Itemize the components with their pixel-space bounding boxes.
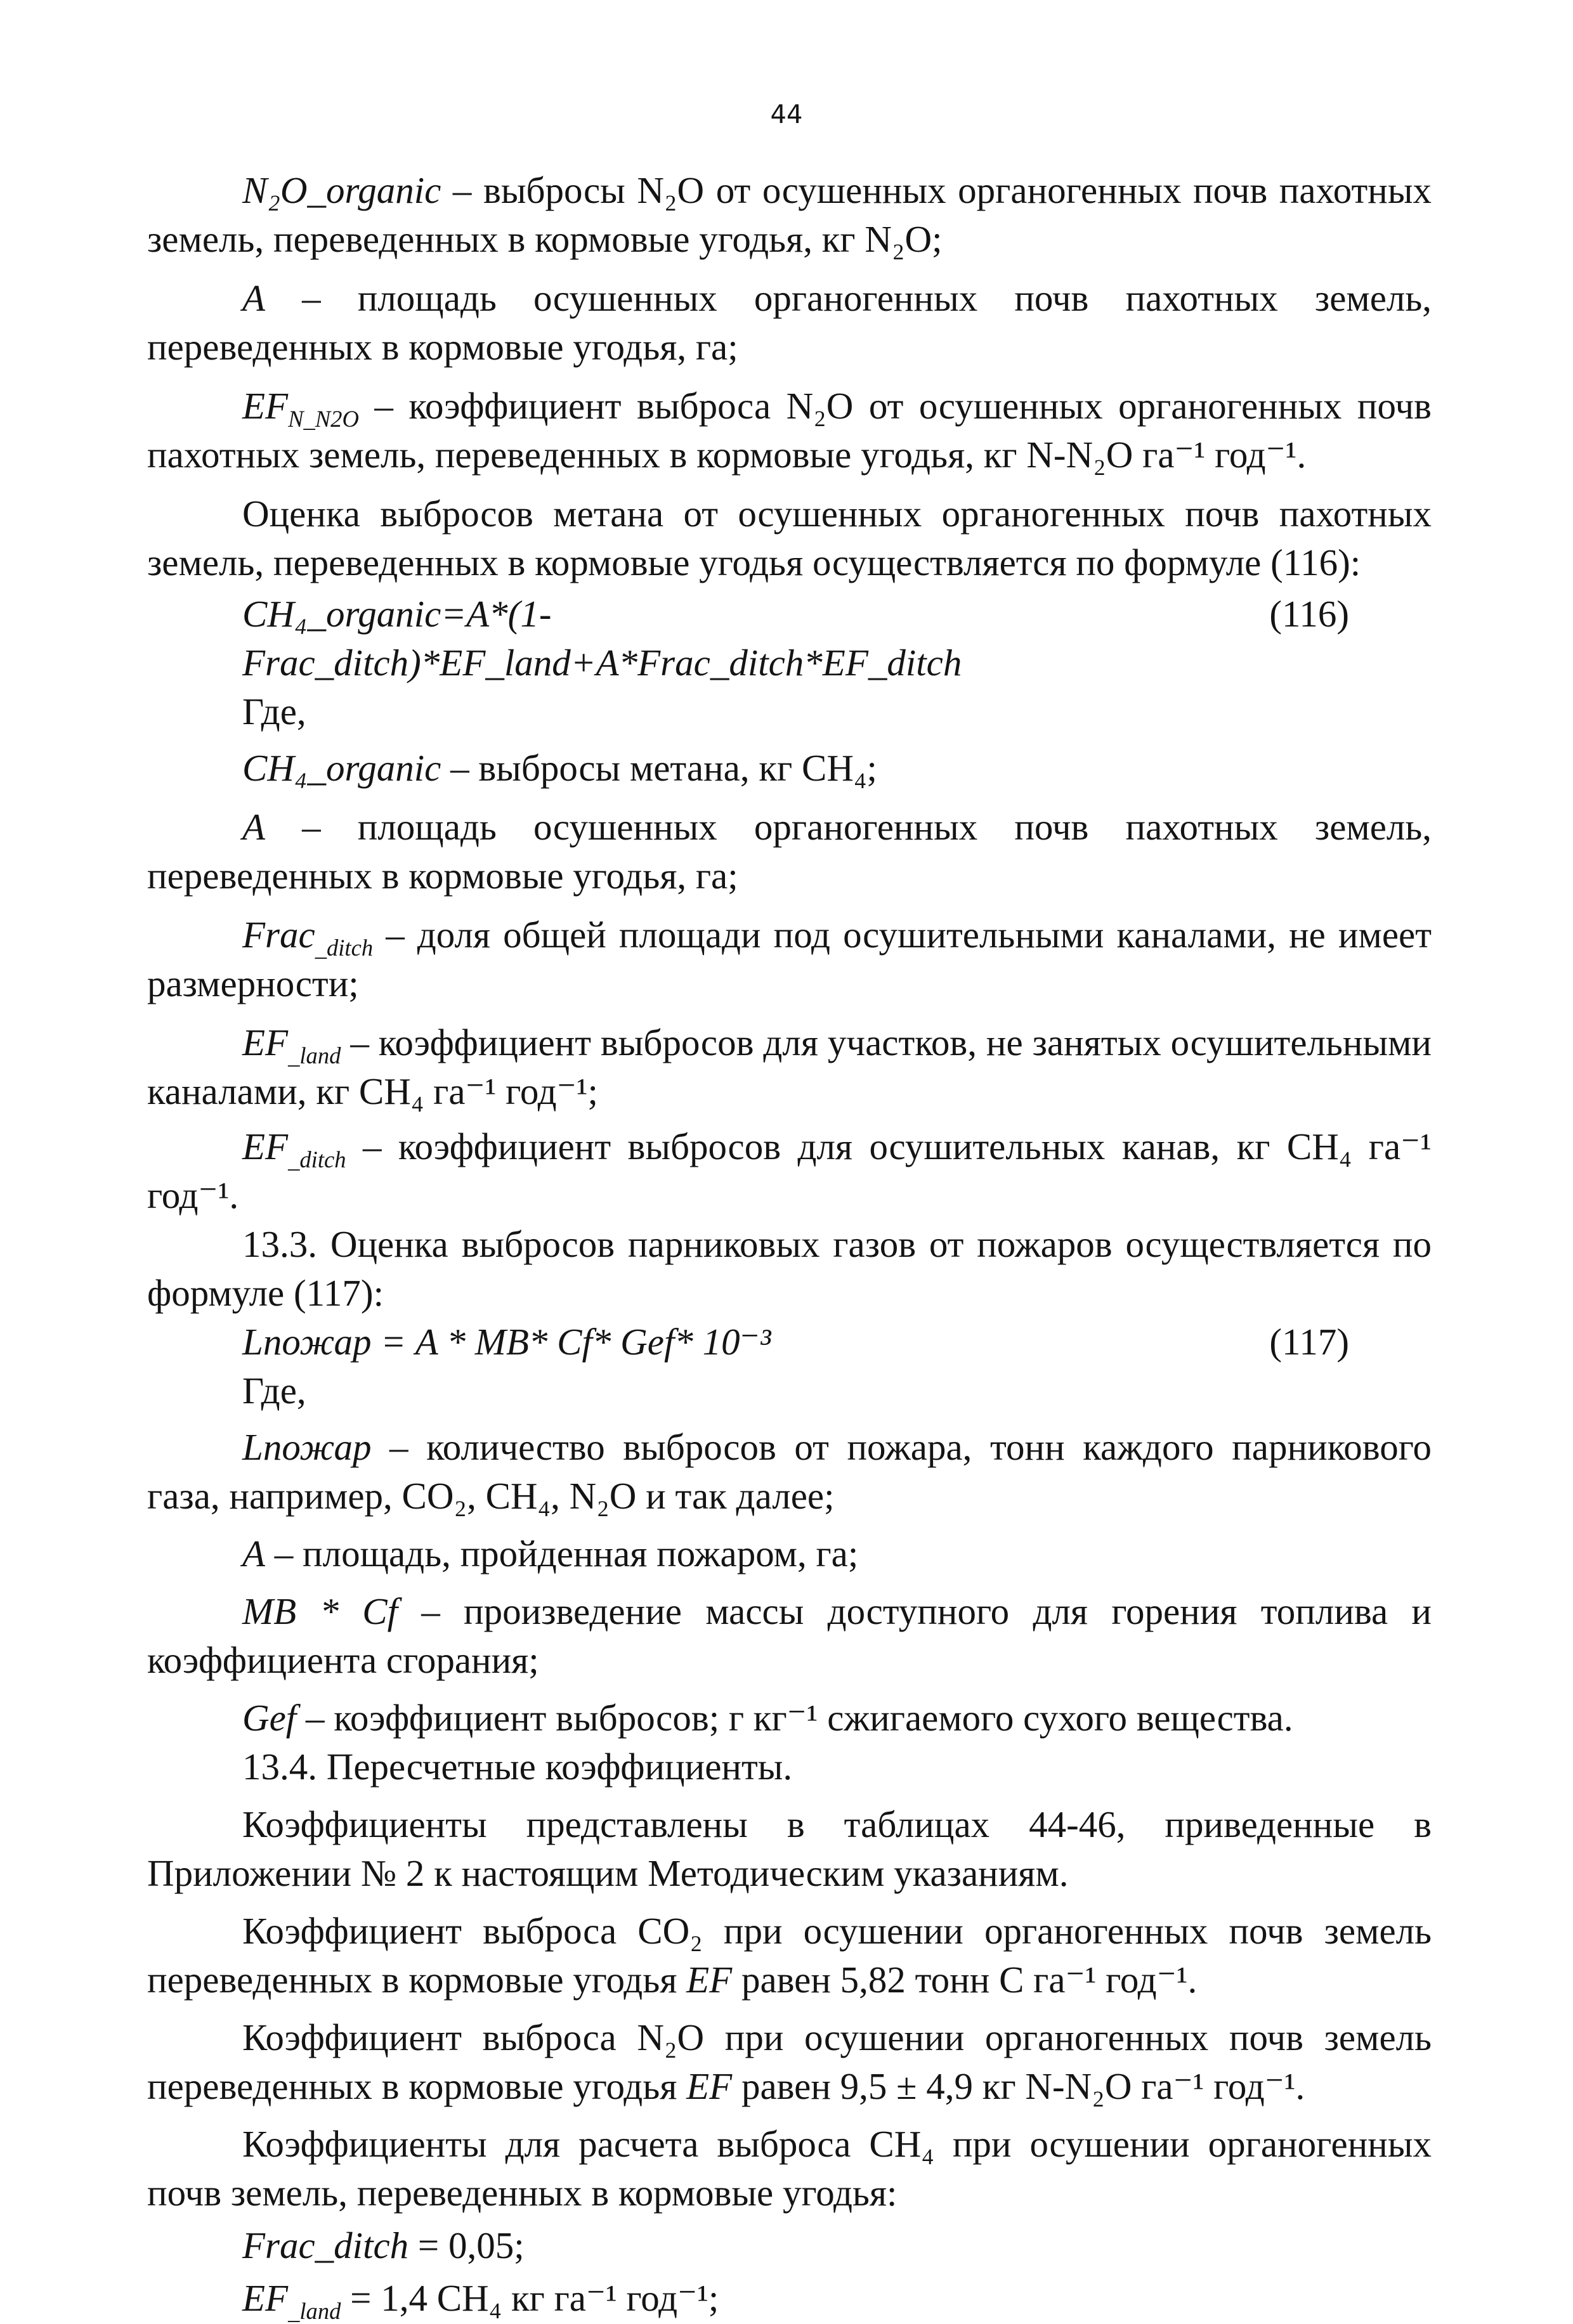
definition: – площадь осушенных органогенных почв пахотных земель, переведенных в кормовые угодья, га; [147, 806, 1432, 897]
definition-mb-cf [147, 1587, 1432, 1685]
term: Lпожар [242, 1426, 372, 1468]
definition: – произведение массы доступного для горения топлива и коэффициента сгорания; [147, 1590, 1432, 1681]
n2o-coefficient: Коэффициент выброса N₂O при осушении органогенных почв земель переведенных в кормовые угодья EF равен 9,5 ± 4,9 кг N-N₂O га⁻¹ год⁻¹. [147, 2016, 1432, 2107]
term: A [242, 806, 266, 848]
term: A [242, 277, 266, 319]
term: Frac_ditch [242, 2224, 409, 2266]
definition-ef-n2o [147, 382, 1432, 479]
definition-frac-ditch [147, 911, 1432, 1008]
value: = 1,4 CH₄ кг га⁻¹ год⁻¹; [350, 2277, 719, 2319]
definition-area-2 [147, 803, 1432, 900]
definition-ef-land [147, 1018, 1432, 1116]
co2-coefficient: Коэффициент выброса CO₂ при осушении органогенных почв земель переведенных в кормовые угодья EF равен 5,82 тонн C га⁻¹ год⁻¹. [147, 1910, 1432, 2001]
term: $EF_{\_land}$ [242, 2277, 341, 2324]
ef-land-value [147, 2274, 1432, 2323]
methane-intro: Оценка выбросов метана от осушенных органогенных почв пахотных земель, переведенных в кормовые угодья осуществляется по формуле (116): [147, 493, 1432, 583]
where-label-2: Где, [242, 1370, 306, 1412]
definition-ch4-organic [147, 744, 1432, 793]
formula-116 [147, 590, 1432, 687]
term: EF [686, 1959, 733, 2001]
definition: – коэффициент выбросов для участков, не занятых осушительными каналами, кг CH₄ га⁻¹ год⁻¹; [147, 1022, 1432, 1112]
definition: – коэффициент выбросов; г кг⁻¹ сжигаемого сухого вещества. [305, 1697, 1293, 1739]
formula-expression: CH₄_organic=A*(1-Frac_ditch)*EF_land+A*Frac_ditch*EF_ditch [242, 593, 962, 684]
definition: – выбросы метана, кг CH₄; [450, 747, 877, 789]
term: Frac$_{\_ditch}$ [242, 914, 374, 961]
coefficients-tables: Коэффициенты представлены в таблицах 44-46, приведенные в Приложении № 2 к настоящим Методическим указаниям. [147, 1803, 1432, 1894]
page-number: 44 [770, 100, 803, 129]
term: $EF_{N\_N2O}$ [242, 385, 359, 432]
where-label: Где, [242, 691, 306, 732]
term: EF [686, 2065, 733, 2107]
frac-ditch-value [147, 2221, 1432, 2270]
formula-117 [147, 1318, 1432, 1366]
term: $EF_{\_ditch}$ [242, 1126, 346, 1172]
definition-ef-ditch [147, 1122, 1432, 1220]
value: = 0,05; [417, 2224, 525, 2266]
term: MB * Cf [242, 1590, 398, 1632]
term: $EF_{\_land}$ [242, 1022, 341, 1068]
formula-number: (117) [1269, 1321, 1349, 1363]
definition-area [147, 274, 1432, 372]
term: A [242, 1533, 266, 1574]
term: N₂O_organic [242, 169, 441, 211]
term: Gef [242, 1697, 297, 1739]
term: CH₄_organic [242, 747, 441, 789]
definition: – коэффициент выбросов для осушительных канав, кг CH₄ га⁻¹ год⁻¹. [147, 1126, 1432, 1216]
definition: – доля общей площади под осушительными каналами, не имеет размерности; [147, 914, 1432, 1004]
definition: – выбросы N₂O от осушенных органогенных почв пахотных земель, переведенных в кормовые угодья, кг N₂O; [147, 169, 1432, 260]
section-13-3: 13.3. Оценка выбросов парниковых газов от пожаров осуществляется по формуле (117): [147, 1223, 1432, 1314]
definition: – количество выбросов от пожара, тонн каждого парникового газа, например, CO₂, CH₄, N₂O и так далее; [147, 1426, 1432, 1517]
definition-area-fire [147, 1529, 1432, 1578]
body-text [147, 166, 1432, 2323]
definition: – коэффициент выброса N₂O от осушенных органогенных почв пахотных земель, переведенных в кормовые угодья, кг N-N₂O га⁻¹ год⁻¹. [147, 385, 1432, 476]
definition-gef [147, 1694, 1432, 1743]
definition: – площадь, пройденная пожаром, га; [274, 1533, 859, 1574]
formula-expression: Lпожар = A * MB* Cf* Gef* 10⁻³ [242, 1321, 771, 1363]
formula-number: (116) [1269, 593, 1349, 635]
ch4-coefficients-intro: Коэффициенты для расчета выброса CH₄ при осушении органогенных почв земель, переведенных в кормовые угодья: [147, 2123, 1432, 2214]
definition: – площадь осушенных органогенных почв пахотных земель, переведенных в кормовые угодья, га; [147, 277, 1432, 368]
definition-l-fire [147, 1423, 1432, 1521]
definition-n2o-organic [147, 166, 1432, 264]
section-13-4: 13.4. Пересчетные коэффициенты. [242, 1746, 793, 1788]
